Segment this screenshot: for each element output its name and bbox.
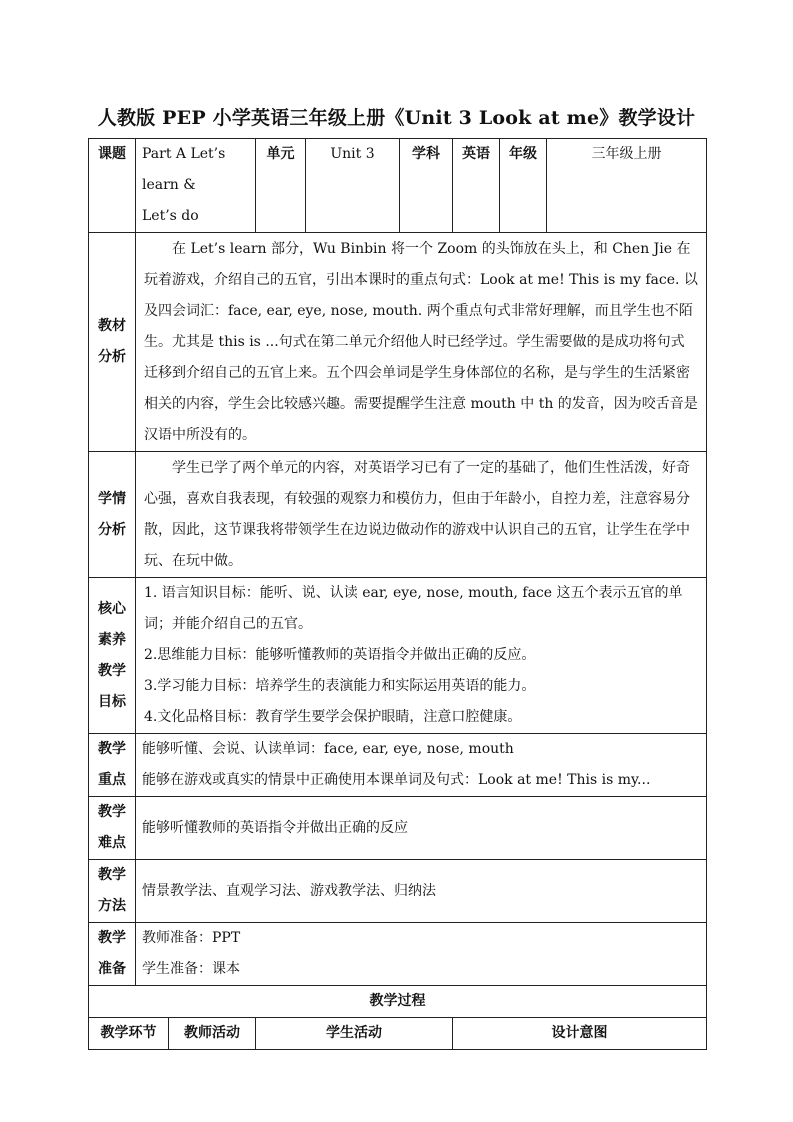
key-points-row <box>89 734 707 797</box>
goal-item: 1. 语言知识目标：能听、说、认读 ear, eye, nose, mouth, face 这五个表示五官的单词；并能介绍自己的五官。 <box>144 585 683 632</box>
page-title: 人教版 PEP 小学英语三年级上册《Unit 3 Look at me》教学设计 <box>97 107 696 129</box>
lesson-plan-table <box>88 138 707 1050</box>
process-columns-row <box>89 1018 707 1050</box>
process-col-intent: 设计意图 <box>453 1018 707 1050</box>
preparation-label: 教学 准备 <box>89 923 136 986</box>
process-heading-row <box>89 986 707 1018</box>
methods-label: 教学 方法 <box>89 860 136 923</box>
process-col-stage: 教学环节 教师活动 <box>89 1018 256 1050</box>
header-row <box>89 139 707 233</box>
subject-value: 英语 <box>453 139 500 233</box>
goal-item: 3.学习能力目标：培养学生的表演能力和实际运用英语的能力。 <box>144 678 536 694</box>
goals-label: 核心 素养 教学 目标 <box>89 578 136 734</box>
key-points-text: 能够听懂、会说、认读单词：face, ear, eye, nose, mouth 能够在游戏或真实的情景中正确使用本课单词及句式：Look at me! This is my... <box>136 734 707 797</box>
student-analysis-row <box>89 452 707 578</box>
goal-item: 4.文化品格目标：教育学生要学会保护眼睛，注意口腔健康。 <box>144 709 522 725</box>
goal-item: 2.思维能力目标：能够听懂教师的英语指令并做出正确的反应。 <box>144 647 536 663</box>
goals-row <box>89 578 707 734</box>
material-analysis-row <box>89 233 707 452</box>
topic-line-2: Let’s do <box>142 208 199 224</box>
process-heading: 教学过程 <box>89 986 707 1018</box>
material-label: 教材 分析 <box>89 233 136 452</box>
unit-value: Unit 3 <box>306 139 400 233</box>
topic-value <box>136 139 256 233</box>
topic-label: 课题 <box>89 139 136 233</box>
key-points-label: 教学 重点 <box>89 734 136 797</box>
topic-line-1: Part A Let’s learn & <box>142 146 226 193</box>
methods-text: 情景教学法、直观学习法、游戏教学法、归纳法 <box>136 860 707 923</box>
students-label: 学情 分析 <box>89 452 136 578</box>
preparation-text: 教师准备：PPT 学生准备：课本 <box>136 923 707 986</box>
material-text: 在 Let’s learn 部分，Wu Binbin 将一个 Zoom 的头饰放在头上，和 Chen Jie 在玩着游戏，介绍自己的五官，引出本课时的重点句式：Look at me! This is my face. 以及四会词汇：face, ear, eye, nose, mouth. 两个重点句式非常好理解，而且学生也不陌生。尤其是 this is ...句式在第二单元介绍他人时已经学过。学生需要做的是成功将句式迁移到介绍自己的五官上来。五个四会单词是学生身体部位的名称，是与学生的生活紧密相关的内容，学生会比较感兴趣。需要提醒学生注意 mouth 中 th 的发音，因为咬舌音是汉语中所没有的。 <box>136 233 707 452</box>
goals-text <box>136 578 707 734</box>
process-col-student: 学生活动 <box>256 1018 453 1050</box>
difficulties-row <box>89 797 707 860</box>
difficulties-text: 能够听懂教师的英语指令并做出正确的反应 <box>136 797 707 860</box>
unit-label: 单元 <box>256 139 306 233</box>
methods-row <box>89 860 707 923</box>
preparation-row <box>89 923 707 986</box>
students-text: 学生已学了两个单元的内容，对英语学习已有了一定的基础了，他们生性活泼，好奇心强，喜欢自我表现，有较强的观察力和模仿力，但由于年龄小，自控力差，注意容易分散，因此，这节课我将带领学生在边说边做动作的游戏中认识自己的五官，让学生在学中玩、在玩中做。 <box>136 452 707 578</box>
grade-label: 年级 <box>500 139 547 233</box>
subject-label: 学科 <box>400 139 453 233</box>
grade-value: 三年级上册 <box>547 139 707 233</box>
difficulties-label: 教学 难点 <box>89 797 136 860</box>
